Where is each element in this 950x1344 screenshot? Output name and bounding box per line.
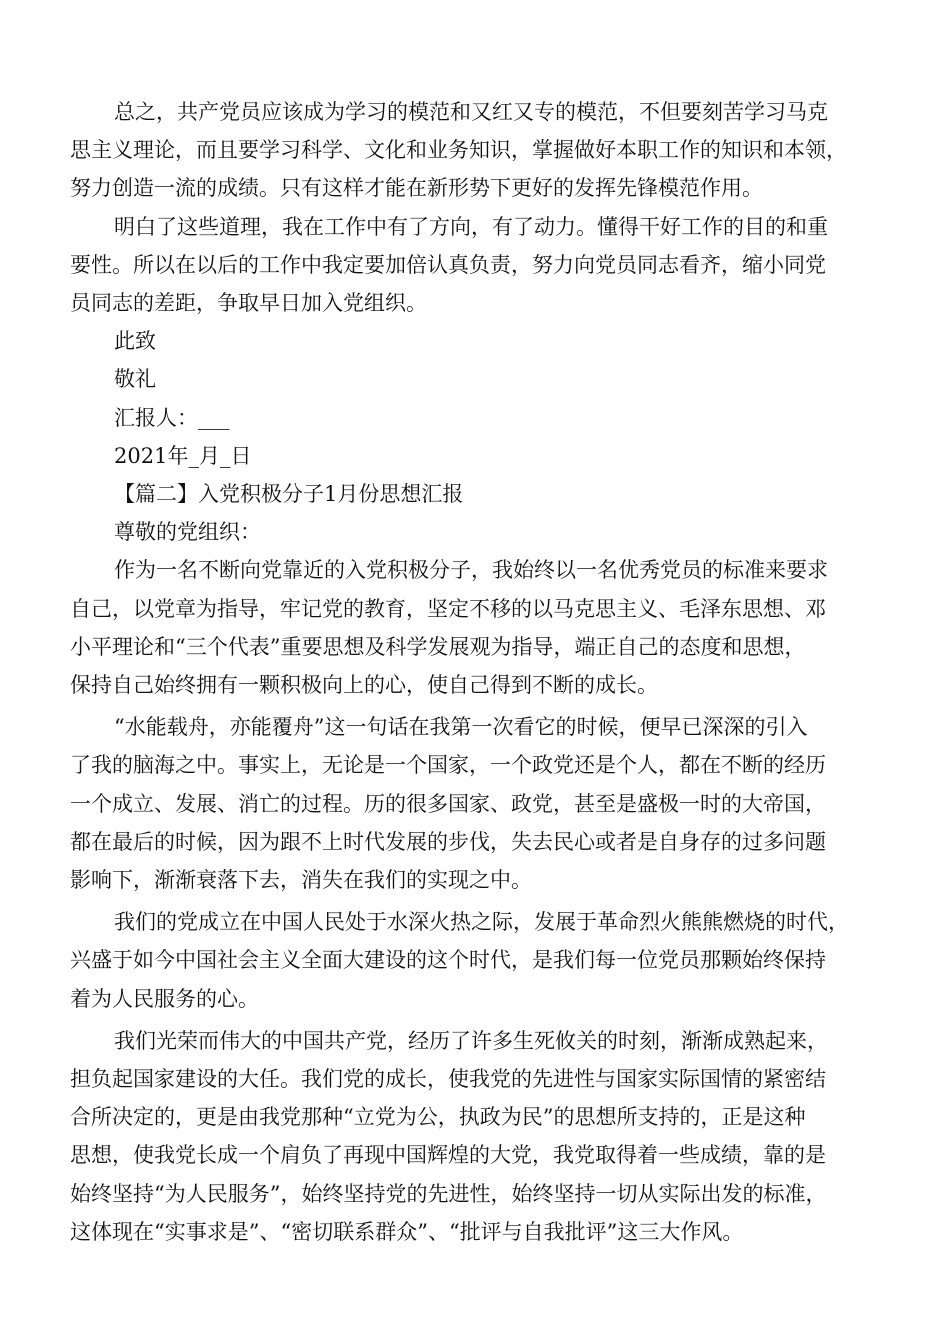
closing-cizhi: 此致 (114, 329, 156, 354)
text-line: 保持自己始终拥有一颗积极向上的心，使自己得到不断的成长。 (70, 673, 658, 698)
text-line: 要性。所以在以后的工作中我定要加倍认真负责，努力向党员同志看齐，缩小同党 (70, 252, 826, 277)
text-line: 一个成立、发展、消亡的过程。历的很多国家、政党，甚至是盛极一时的大帝国， (70, 791, 826, 816)
text-line: 这体现在“实事求是”、“密切联系群众”、“批评与自我批评”这三大作风。 (70, 1219, 744, 1244)
text-line: “水能载舟，亦能覆舟”这一句话在我第一次看它的时候，便早已深深的引入 (114, 715, 808, 740)
text-line: 员同志的差距，争取早日加入党组织。 (70, 291, 427, 316)
paragraph-party-growth (70, 1022, 890, 1251)
salutation: 尊敬的党组织： (114, 520, 261, 545)
paragraph-boat-quote (70, 708, 890, 899)
paragraph-summary (70, 93, 890, 208)
text-line: 思主义理论，而且要学习科学、文化和业务知识，掌握做好本职工作的知识和本领， (70, 138, 847, 163)
text-line: 都在最后的时候，因为跟不上时代发展的步伐，失去民心或者是自身存的过多问题 (70, 829, 826, 854)
text-line: 思想，使我党长成一个肩负了再现中国辉煌的大党，我党取得着一些成绩，靠的是 (70, 1143, 826, 1168)
text-line: 小平理论和“三个代表”重要思想及科学发展观为指导，端正自己的态度和思想， (70, 634, 806, 659)
section-title: 【篇二】入党积极分子1月份思想汇报 (114, 482, 464, 507)
closing-jingli: 敬礼 (114, 367, 156, 392)
closing-block (70, 322, 890, 475)
paragraph-activist (70, 551, 890, 704)
text-line: 明白了这些道理，我在工作中有了方向，有了动力。懂得干好工作的目的和重 (114, 214, 828, 239)
paragraph-party-founding (70, 903, 890, 1018)
text-line: 作为一名不断向党靠近的入党积极分子，我始终以一名优秀党员的标准来要求 (114, 558, 828, 583)
paragraph-understanding (70, 208, 890, 323)
reporter-line: 汇报人：___ (114, 405, 230, 430)
text-line: 担负起国家建设的大任。我们党的成长，使我党的先进性与国家实际国情的紧密结 (70, 1067, 826, 1092)
text-line: 始终坚持“为人民服务”，始终坚持党的先进性，始终坚持一切从实际出发的标准， (70, 1181, 827, 1206)
date-line: 2021年_月_日 (114, 443, 252, 468)
text-line: 我们光荣而伟大的中国共产党，经历了许多生死攸关的时刻，渐渐成熟起来， (114, 1028, 828, 1053)
text-line: 了我的脑海之中。事实上，无论是一个国家，一个政党还是个人，都在不断的经历 (70, 753, 826, 778)
text-line: 着为人民服务的心。 (70, 986, 259, 1011)
text-line: 总之，共产党员应该成为学习的模范和又红又专的模范，不但要刻苦学习马克 (114, 100, 828, 124)
text-line: 合所决定的，更是由我党那种“立党为公，执政为民”的思想所支持的，正是这种 (70, 1105, 806, 1130)
text-line: 我们的党成立在中国人民处于水深火热之际，发展于革命烈火熊熊燃烧的时代， (114, 910, 849, 935)
text-line: 兴盛于如今中国社会主义全面大建设的这个时代，是我们每一位党员那颗始终保持 (70, 948, 826, 973)
text-line: 努力创造一流的成绩。只有这样才能在新形势下更好的发挥先锋模范作用。 (70, 176, 763, 201)
text-line: 自己，以党章为指导，牢记党的教育，坚定不移的以马克思主义、毛泽东思想、邓 (70, 596, 826, 621)
text-line: 影响下，渐渐衰落下去，消失在我们的实现之中。 (70, 868, 532, 893)
